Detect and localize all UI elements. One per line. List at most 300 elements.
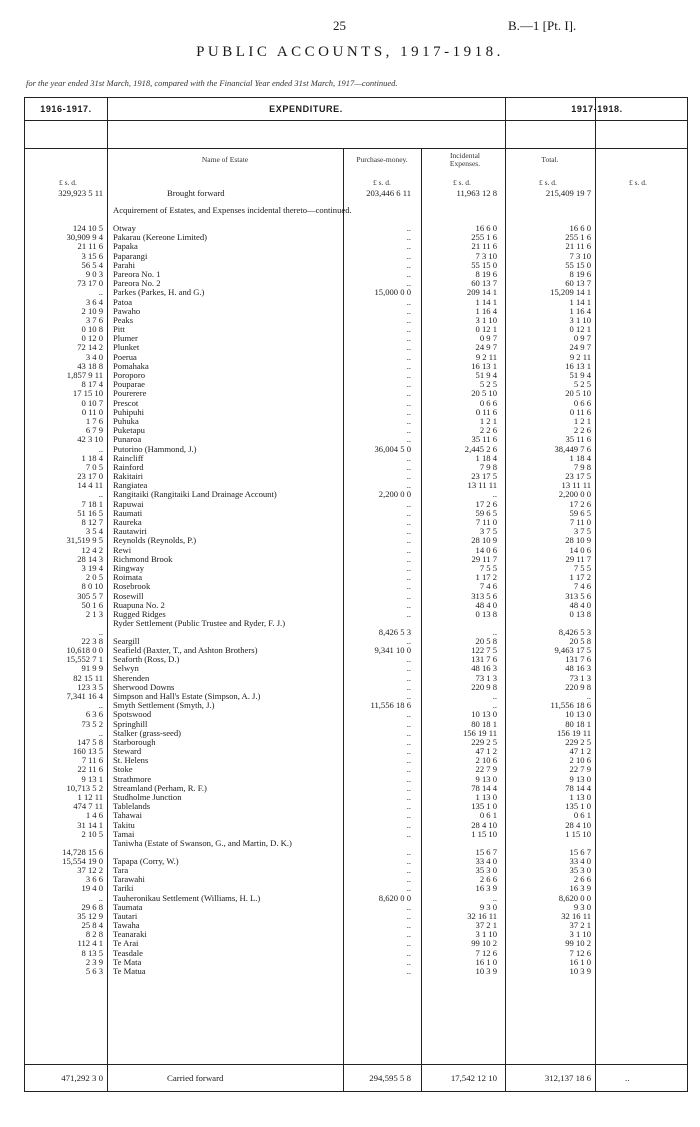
estate-name: Tamai [113,829,135,839]
incidental-expenses: 80 18 1 [471,718,497,729]
total-amount: 2 2 6 [573,425,591,436]
incidental-expenses: 2,445 2 6 [464,443,497,454]
estate-name: Tarawahi [113,875,145,885]
total-amount: 51 9 4 [569,370,591,380]
purchase-money: .. [406,764,411,775]
total-amount: 1 13 0 [569,792,591,803]
incidental-expenses: 37 2 1 [475,920,497,931]
incidental-expenses: 99 10 2 [471,938,497,949]
estate-name: Tapapa (Corry, W.) [113,856,179,866]
estate-name: Ringway [113,563,145,573]
total-amount: 7 12 6 [569,947,591,958]
total-amount: 15 6 7 [569,846,591,857]
total-amount: 16 13 1 [565,360,591,371]
estate-name: St. Helens [113,756,149,766]
prev-year-amount: 8 12 7 [81,517,103,527]
lsd-incidental: £ s. d. [453,178,471,187]
purchase-money: .. [406,517,411,527]
prev-year-amount: 3 4 0 [85,351,103,362]
purchase-money: .. [406,535,411,546]
estate-name: Rakitairi [113,472,144,482]
purchase-money: .. [406,690,411,701]
incidental-expenses: 7 12 6 [475,947,497,958]
incidental-expenses: 20 5 10 [471,388,497,399]
prev-year-amount: 0 12 0 [81,333,103,344]
incidental-expenses: 47 1 2 [475,746,497,757]
estate-name: Sherenden [113,673,150,683]
estate-name: Seargill [113,636,140,646]
incidental-expenses: 16 13 1 [471,360,497,371]
purchase-money: .. [406,672,411,683]
caption-curr-year: 1917-1918. [571,104,623,114]
total-amount: 7 4 6 [573,581,591,592]
prev-year-amount: 474 7 11 [73,801,103,812]
total-amount: 7 3 10 [569,250,591,261]
incidental-expenses: 255 1 6 [471,232,497,243]
incidental-expenses: 10 13 0 [471,709,497,720]
estate-name: Punaroa [113,435,142,445]
total-amount: 13 11 11 [561,480,591,491]
estate-name: Taumata [113,902,143,912]
incidental-expenses: 35 3 0 [475,864,497,875]
incidental-expenses: .. [492,690,497,701]
prev-year-amount: 50 1 6 [81,599,103,610]
prev-year-amount: 15,554 19 0 [62,855,103,866]
prev-year-amount: 9 13 1 [81,773,103,784]
total-amount: 0 11 6 [569,406,591,417]
total-amount: 7 5 5 [573,562,591,573]
prev-year-amount: 73 17 0 [77,278,103,289]
estate-name: Seafield (Baxter, T., and Ashton Brothers) [113,646,258,656]
total-amount: 1 2 1 [573,415,591,426]
incidental-expenses: .. [492,626,497,637]
estate-name: Tahawai [113,811,142,821]
total-amount: 20 5 8 [569,635,591,646]
incidental-expenses: 0 6 1 [479,810,497,821]
purchase-money: .. [406,828,411,839]
purchase-money: .. [406,773,411,784]
estate-name: Teanaraki [113,930,147,940]
purchase-money: .. [406,461,411,472]
total-amount: 1 14 1 [569,296,591,307]
total-amount: 1 15 10 [565,828,591,839]
estate-name: Springhill [113,719,148,729]
purchase-money: .. [406,801,411,812]
purchase-money: .. [406,736,411,747]
total-amount: 48 16 3 [565,663,591,674]
prev-year-amount: 123 3 5 [77,681,103,692]
incidental-expenses: 5 2 5 [479,379,497,390]
incidental-expenses: 1 13 0 [475,792,497,803]
estate-name: Pareora No. 1 [113,269,161,279]
incidental-expenses: 2 6 6 [479,874,497,885]
estate-name: Puhuka [113,416,139,426]
document-reference: B.—1 [Pt. I]. [508,18,577,33]
prev-year-amount: 42 3 10 [77,434,103,445]
incidental-expenses: 9 3 0 [479,901,497,912]
estate-name: Steward [113,747,142,757]
purchase-money: 11,556 18 6 [370,700,411,711]
purchase-money: .. [406,635,411,646]
prev-year-amount: 7 11 6 [81,755,103,766]
total-amount: 60 13 7 [565,278,591,289]
total-amount: 48 4 0 [569,599,591,610]
estate-name: Starborough [113,737,156,747]
total-amount: 29 11 7 [565,553,591,564]
incidental-expenses: 7 11 0 [475,517,497,527]
incidental-expenses: 0 12 1 [475,324,497,335]
incidental-expenses: 0 6 6 [479,397,497,408]
total-amount: 32 16 11 [561,910,591,921]
total-amount: 28 10 9 [565,535,591,546]
total-amount: 8 19 6 [569,268,591,279]
estate-name: Richmond Brook [113,554,173,564]
total-amount: 47 1 2 [569,746,591,757]
estate-name: Studholme Junction [113,793,182,803]
incidental-expenses: 21 11 6 [471,241,497,252]
purchase-money: .. [406,581,411,592]
estate-name: Rainford [113,462,144,472]
incidental-expenses: 1 15 10 [471,828,497,839]
incidental-expenses: 28 10 9 [471,535,497,546]
prev-year-amount: 72 14 2 [77,342,103,353]
prev-year-amount: 8 17 4 [81,379,103,390]
prev-year-amount: 19 4 0 [81,883,103,894]
prev-year-amount: 17 15 10 [72,388,103,399]
estate-name: Te Arai [113,939,139,949]
prev-year-amount: 1,857 9 11 [66,370,103,380]
prev-year-amount: 7 0 5 [85,461,103,472]
prev-year-amount: 8 0 10 [81,581,103,592]
prev-year-amount: 8 2 8 [85,929,103,940]
estate-name: Rugged Ridges [113,609,166,619]
purchase-money: .. [406,360,411,371]
estate-name: Putorino (Hammond, J.) [113,444,197,454]
estate-name: Teasdale [113,948,143,958]
purchase-money: .. [406,480,411,491]
estate-name: Poroporo [113,371,145,380]
total-amount: 1 18 4 [569,452,591,463]
total-amount: 0 6 1 [573,810,591,821]
estate-name: Streamland (Perham, R. F.) [113,783,207,793]
total-amount: 16 3 9 [569,883,591,894]
purchase-money: .. [406,562,411,573]
total-amount: 313 5 6 [565,590,591,601]
prev-year-amount: 30,909 9 4 [66,232,103,243]
col-incidental-expenses: Incidental Expenses. [449,151,481,168]
total-amount: 9 2 11 [569,351,591,362]
total-amount: 73 1 3 [569,672,591,683]
prev-year-amount: 12 4 2 [81,544,103,555]
total-amount: 17 2 6 [569,498,591,509]
incidental-expenses: 209 14 1 [466,287,497,298]
total-amount: 1 17 2 [569,572,591,583]
purchase-money: .. [406,901,411,912]
purchase-money: .. [406,223,411,233]
purchase-money: .. [406,966,411,977]
estate-name: Puketapu [113,426,145,436]
total-amount: 16 1 0 [569,956,591,967]
total-amount: 24 9 7 [569,342,591,353]
purchase-money: .. [406,782,411,793]
table-row [25,967,689,976]
estate-name: Strathmore [113,774,152,784]
purchase-money: .. [406,544,411,555]
purchase-money: .. [406,425,411,436]
estate-name: Tariki [113,884,134,894]
total-amount: 80 18 1 [565,718,591,729]
incidental-expenses: 0 13 8 [475,608,497,619]
purchase-money: .. [406,259,411,270]
total-amount: 21 11 6 [565,241,591,252]
prev-year-amount: 1 12 11 [77,792,103,803]
prev-year-amount: 56 5 4 [81,259,103,270]
estate-name: Reynolds (Reynolds, P.) [113,536,197,546]
prev-year-amount: 14,728 15 6 [62,846,103,857]
estate-name: Spotswood [113,710,152,720]
estate-name: Pitt [113,325,125,335]
prev-year-amount: 6 7 9 [85,425,103,436]
prev-year-amount: 2 10 9 [81,305,103,316]
prev-year-amount: 1 4 6 [85,810,103,821]
prev-year-amount: 51 16 5 [77,507,103,518]
estate-name: Peaks [113,315,134,325]
total-amount: 5 2 5 [573,379,591,390]
incidental-expenses: 7 3 10 [475,250,497,261]
purchase-money: .. [406,654,411,665]
carried-forward-row: 471,292 3 0 Carried forward 294,595 5 8 17,542 12 10 312,137 18 6 .. [61,1073,630,1083]
estate-name: Smyth Settlement (Smyth, J.) [113,701,215,711]
estate-name: Te Mata [113,957,142,967]
total-amount: 15,209 14 1 [550,287,591,298]
estate-name: Te Matua [113,967,146,977]
purchase-money: .. [406,681,411,692]
incidental-expenses: 131 7 6 [471,654,497,665]
estate-name: Plunket [113,343,140,353]
total-amount: 23 17 5 [565,471,591,482]
lsd-curr-extra: £ s. d. [629,178,647,187]
incidental-expenses: 16 6 0 [475,223,497,233]
total-amount: 9 13 0 [569,773,591,784]
purchase-money: .. [406,278,411,289]
prev-year-amount: 7 18 1 [81,498,103,509]
incidental-expenses: 14 0 6 [475,544,497,555]
prev-year-amount: 2 3 9 [85,956,103,967]
total-amount: 33 4 0 [569,855,591,866]
total-amount: 35 11 6 [565,434,591,445]
purchase-money: .. [406,452,411,463]
brought-forward-row: 329,923 5 11 Brought forward 203,446 6 11 11,963 12 8 215,409 19 7 [58,188,591,198]
purchase-money: .. [406,471,411,482]
incidental-expenses: 24 9 7 [475,342,497,353]
incidental-expenses: 3 1 10 [475,314,497,325]
total-amount: 0 9 7 [573,333,591,344]
total-amount: 14 0 6 [569,544,591,555]
incidental-expenses: 156 19 11 [462,727,497,738]
purchase-money: .. [406,599,411,610]
prev-year-amount: 3 5 4 [85,526,103,537]
purchase-money: .. [406,874,411,885]
incidental-expenses: 48 16 3 [471,663,497,674]
estate-name: Tara [113,865,129,875]
incidental-expenses: 32 16 11 [467,910,497,921]
total-amount: 20 5 10 [565,388,591,399]
estate-name: Stalker (grass-seed) [113,728,182,738]
prev-year-amount: 31 14 1 [77,819,103,830]
incidental-expenses: 1 17 2 [475,572,497,583]
total-amount: 28 4 10 [565,819,591,830]
purchase-money: 8,620 0 0 [378,892,411,903]
prev-year-amount: 0 11 0 [81,406,103,417]
estate-name: Pakarau (Kereone Limited) [113,233,208,243]
prev-year-amount: 43 18 8 [77,360,103,371]
incidental-expenses: 35 11 6 [471,434,497,445]
purchase-money: .. [406,370,411,380]
total-amount: 2 10 6 [569,755,591,766]
purchase-money: .. [406,864,411,875]
purchase-money: 9,341 10 0 [374,645,411,656]
incidental-expenses: 33 4 0 [475,855,497,866]
estate-name: Pouparae [113,380,145,390]
incidental-expenses: 29 11 7 [471,553,497,564]
table-row [25,839,689,857]
table-row [25,619,689,637]
total-amount: 22 7 9 [569,764,591,775]
purchase-money: .. [406,846,411,857]
purchase-money: .. [406,920,411,931]
purchase-money: .. [406,507,411,518]
incidental-expenses: 15 6 7 [475,846,497,857]
prev-year-amount: 112 4 1 [77,938,103,949]
prev-year-amount: 37 12 2 [77,864,103,875]
estate-name: Raumati [113,508,143,518]
estate-name: Roimata [113,573,143,583]
estate-name: Takitu [113,820,135,830]
total-amount: 229 2 5 [565,736,591,747]
caption-prev-year: 1916-1917. [40,104,92,114]
prev-year-amount: 3 15 6 [81,250,103,261]
estate-name: Pomahaka [113,361,149,371]
total-amount: 7 9 8 [573,461,591,472]
incidental-expenses: 229 2 5 [471,736,497,747]
prev-year-amount: 3 7 6 [85,314,103,325]
incidental-expenses: 28 4 10 [471,819,497,830]
prev-year-amount: 2 1 3 [85,608,103,619]
total-amount: 156 19 11 [556,727,591,738]
prev-year-amount: .. [98,443,103,454]
purchase-money: .. [406,810,411,821]
prev-year-amount: 3 6 4 [85,296,103,307]
prev-year-amount: 3 19 4 [81,562,103,573]
purchase-money: 8,426 5 3 [378,626,411,637]
prev-year-amount: 10,713 5 2 [66,782,103,793]
purchase-money: .. [406,314,411,325]
estate-name: Parahi [113,260,135,270]
incidental-expenses: 59 6 5 [475,507,497,518]
incidental-expenses: 7 5 5 [479,562,497,573]
prev-year-amount: 6 3 6 [85,709,103,720]
estate-name: Pourerere [113,389,147,399]
estate-name: Tauheronikau Settlement (Williams, H. L.) [113,893,261,903]
estate-name: Stoke [113,765,133,775]
incidental-expenses: 22 7 9 [475,764,497,775]
incidental-expenses: 1 18 4 [475,452,497,463]
estate-name: Paparangi [113,251,148,261]
page-title: PUBLIC ACCOUNTS, 1917-1918. [196,44,504,60]
incidental-expenses: 60 13 7 [471,278,497,289]
section-heading: Acquirement of Estates, and Expenses incidental thereto—continued. [113,205,352,215]
total-amount: 3 7 5 [573,526,591,537]
total-amount: 255 1 6 [565,232,591,243]
lsd-purchase: £ s. d. [373,178,391,187]
purchase-money: .. [406,572,411,583]
col-purchase-money: Purchase-money. [356,155,408,164]
incidental-expenses: .. [492,700,497,711]
purchase-money: .. [406,397,411,408]
estate-name: Plumer [113,334,138,344]
total-amount: 10 3 9 [569,966,591,977]
table-row [25,610,689,619]
purchase-money: .. [406,709,411,720]
prev-year-amount: 14 4 11 [77,480,103,491]
incidental-expenses: 0 11 6 [475,406,497,417]
prev-year-amount: 1 7 6 [85,415,103,426]
estate-name: Sherwood Downs [113,682,175,692]
total-amount: 37 2 1 [569,920,591,931]
purchase-money: .. [406,663,411,674]
total-amount: 99 10 2 [565,938,591,949]
incidental-expenses: 7 4 6 [479,581,497,592]
total-amount: 220 9 8 [565,681,591,692]
prev-year-amount: 5 6 3 [85,966,103,977]
prev-year-amount: 22 11 6 [77,764,103,775]
table-row [25,830,689,839]
total-amount: 3 1 10 [569,929,591,940]
prev-year-amount: 91 9 9 [81,663,103,674]
purchase-money: .. [406,883,411,894]
prev-year-amount: 7,341 16 4 [66,690,103,701]
purchase-money: .. [406,792,411,803]
total-amount: 8,620 0 0 [558,892,591,903]
incidental-expenses: 23 17 5 [471,471,497,482]
incidental-expenses: 1 16 4 [475,305,497,316]
purchase-money: .. [406,718,411,729]
incidental-expenses: 9 13 0 [475,773,497,784]
total-amount: 8,426 5 3 [558,626,591,637]
incidental-expenses: 7 9 8 [479,461,497,472]
prev-year-amount: .. [98,287,103,298]
incidental-expenses: 3 1 10 [475,929,497,940]
total-amount: .. [586,690,591,701]
incidental-expenses: 51 9 4 [475,370,497,380]
incidental-expenses: 13 11 11 [467,480,497,491]
col-total: Total. [541,155,559,164]
prev-year-amount: 15,552 7 1 [66,654,103,665]
estate-name: Rosebrook [113,582,151,592]
purchase-money: .. [406,929,411,940]
prev-year-amount: 0 10 8 [81,324,103,335]
estate-name: Rewi [113,545,132,555]
total-amount: 0 12 1 [569,324,591,335]
total-amount: 1 16 4 [569,305,591,316]
total-amount: 3 1 10 [569,314,591,325]
purchase-money: .. [406,608,411,619]
purchase-money: .. [406,819,411,830]
total-amount: 10 13 0 [565,709,591,720]
prev-year-amount: 73 5 2 [81,718,103,729]
col-name-of-estate: Name of Estate [201,155,249,164]
purchase-money: .. [406,938,411,949]
